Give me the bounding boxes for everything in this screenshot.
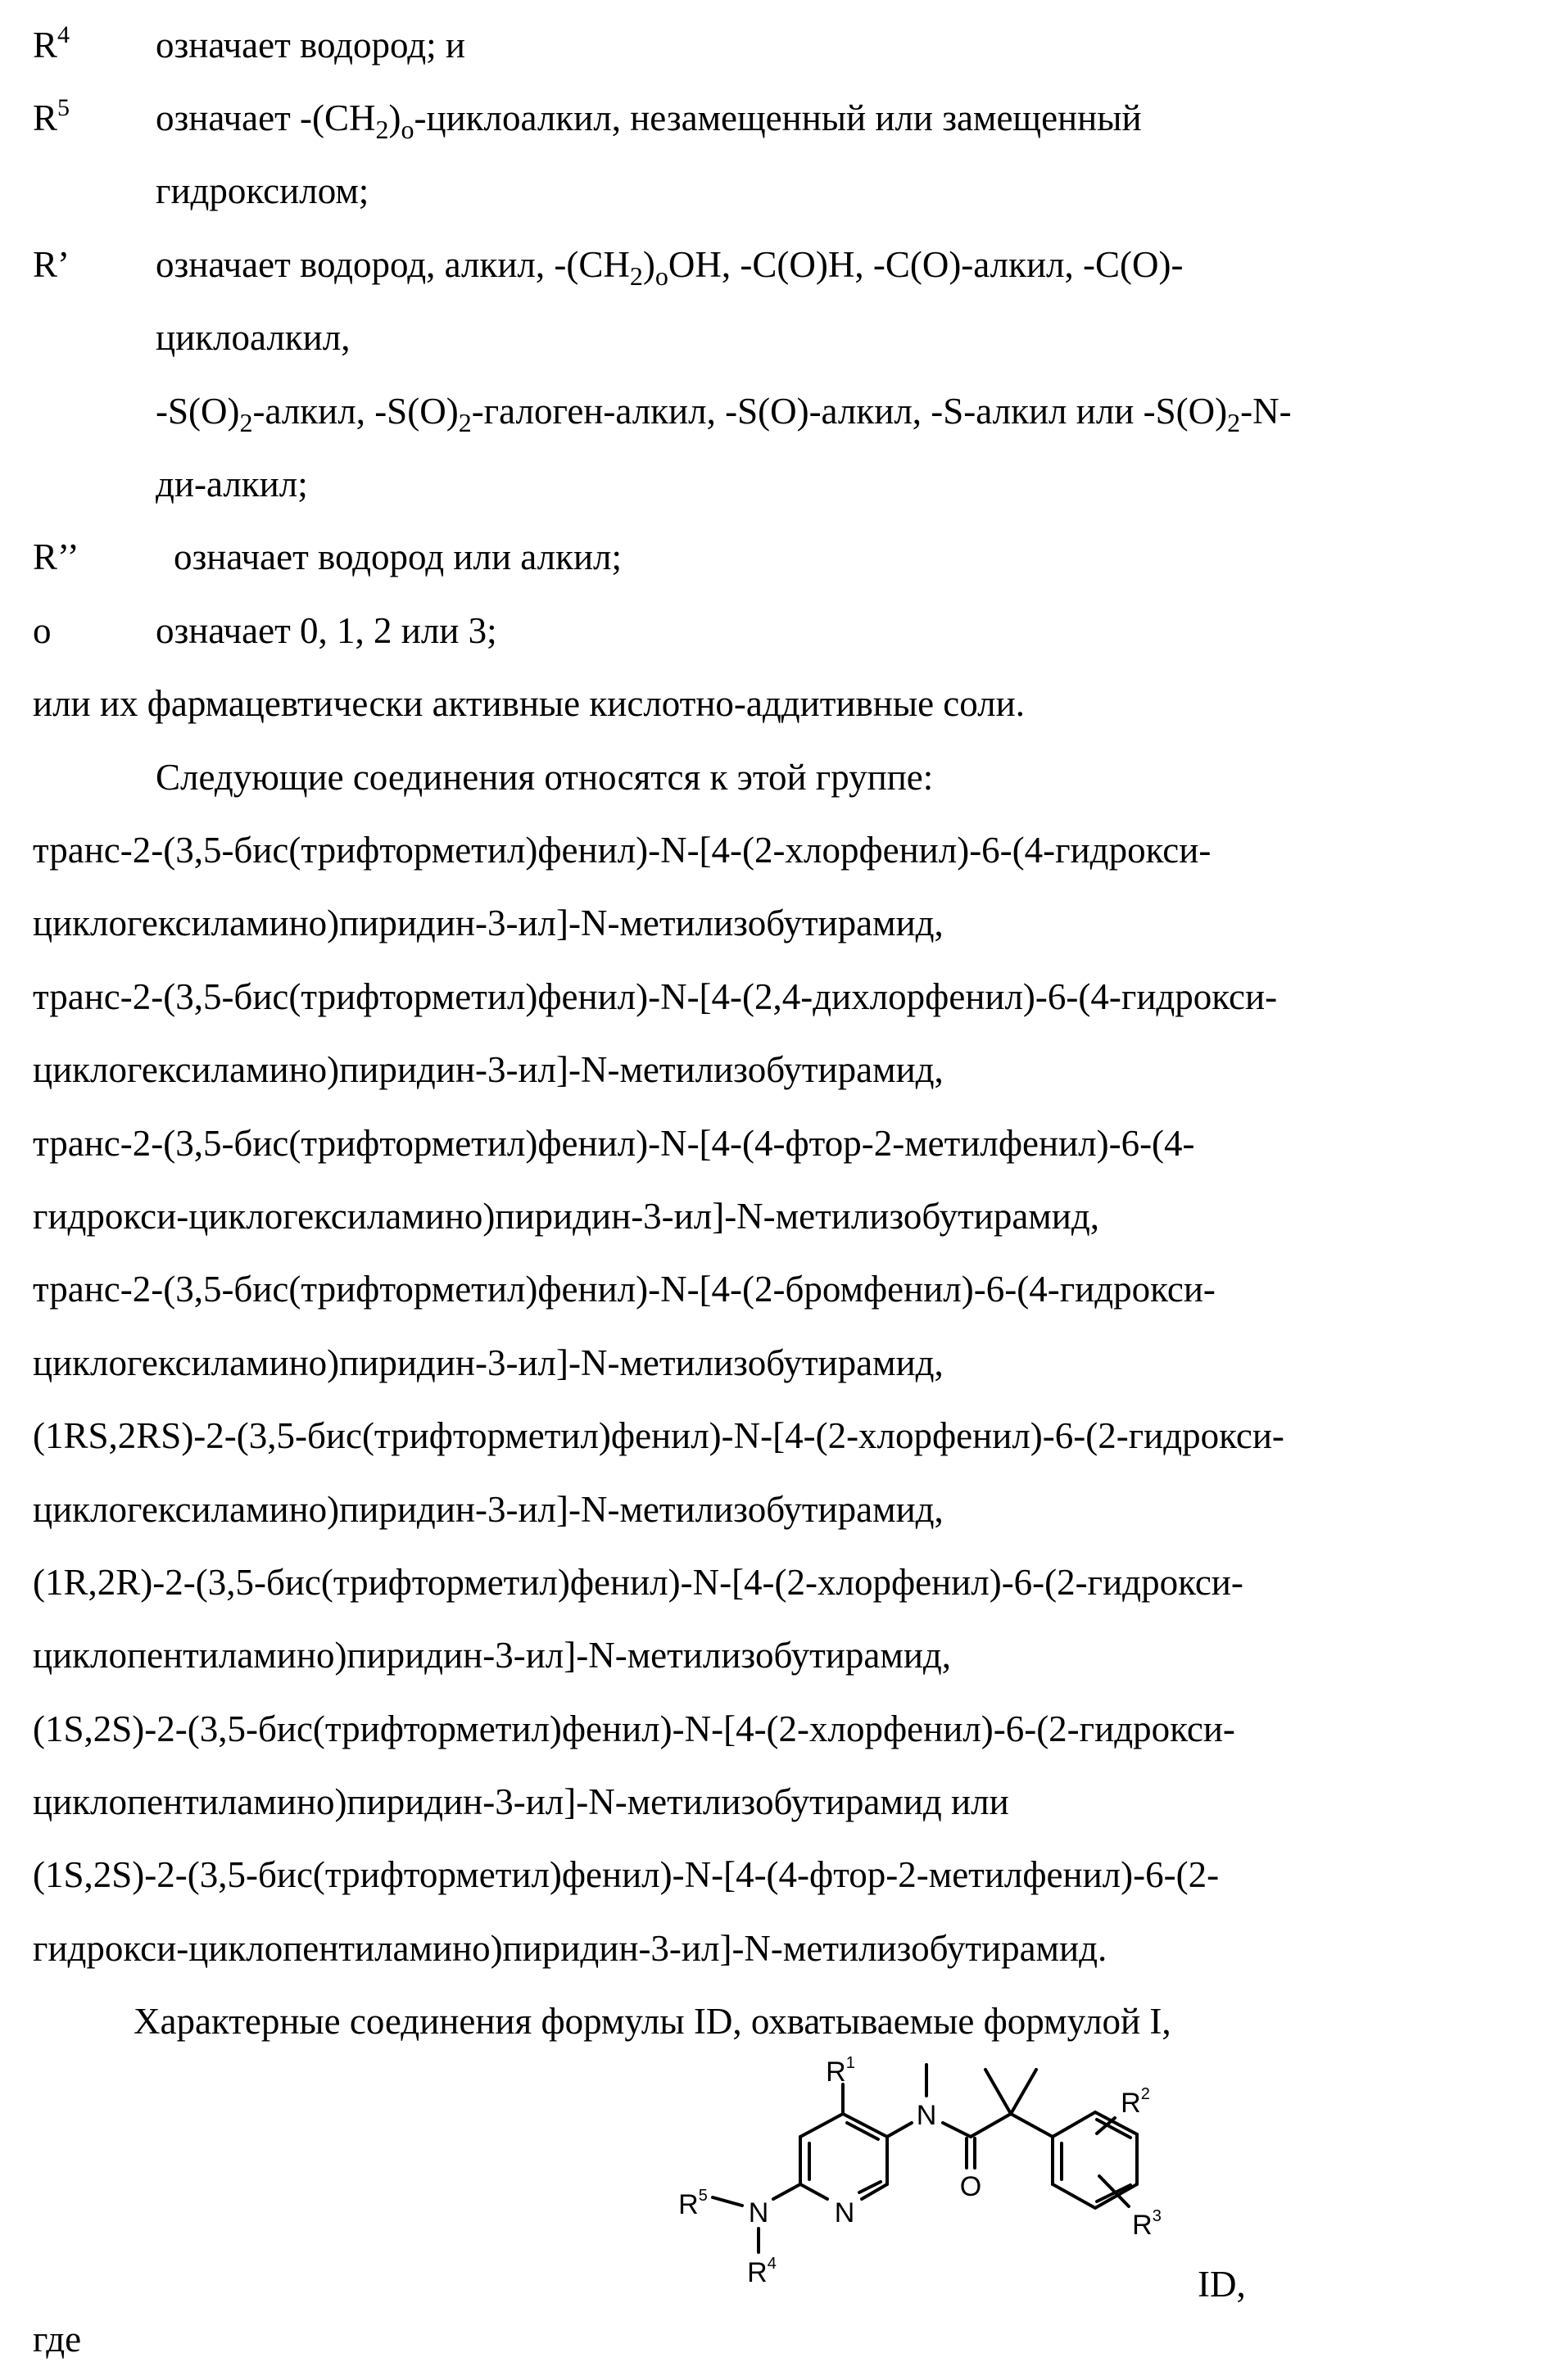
bond — [943, 2123, 971, 2137]
atom-N-pyridine: N — [835, 2197, 855, 2228]
text-segment: R — [33, 25, 57, 66]
text-segment: циклопентиламино)пиридин-3-ил]-N-метилизобутирамид, — [33, 1635, 951, 1676]
text-segment: циклогексиламино)пиридин-3-ил]-N-метилизобутирамид, — [33, 1342, 944, 1383]
chemical-structure-ID — [0, 0, 1549, 2380]
text-segment: циклогексиламино)пиридин-3-ил]-N-метилизобутирамид, — [33, 903, 944, 943]
atom-N-amine: N — [749, 2197, 769, 2228]
superscript: 4 — [57, 21, 70, 48]
text-segment: -N- — [1240, 391, 1291, 432]
subscript: o — [655, 261, 668, 291]
text-segment: означает водород или алкил; — [174, 536, 622, 577]
text-segment: Характерные соединения формулы ID, охватываемые формулой I, — [134, 2001, 1171, 2042]
atom-R4: R4 — [747, 2255, 777, 2288]
text-segment: означает -(CH — [156, 97, 376, 138]
text-segment: означает водород; и — [156, 25, 465, 66]
text-segment: транс-2-(3,5-бис(трифторметил)фенил)-N-[4-(2,4-дихлорфенил)-6-(4-гидрокси- — [33, 976, 1277, 1017]
bond — [887, 2123, 912, 2137]
bond — [773, 2184, 800, 2199]
subscript: 2 — [1227, 408, 1240, 437]
text-segment: R’’ — [33, 536, 79, 577]
text-segment: гидрокси-циклогексиламино)пиридин-3-ил]-N-метилизобутирамид, — [33, 1196, 1099, 1237]
text-segment: означает водород, алкил, -(CH — [156, 244, 630, 285]
atom-N-amide: N — [917, 2100, 937, 2131]
bond — [971, 2114, 1011, 2137]
text-segment: ди-алкил; — [156, 464, 308, 505]
text-segment: (1S,2S)-2-(3,5-бис(трифторметил)фенил)-N-[4-(2-хлорфенил)-6-(2-гидрокси- — [33, 1708, 1235, 1749]
text-segment: означает 0, 1, 2 или 3; — [156, 610, 497, 651]
atom-R5: R5 — [678, 2187, 708, 2220]
text-segment: OH, -C(O)H, -C(O)-алкил, -C(O)- — [668, 244, 1184, 285]
formula-label: ID, — [1198, 2264, 1246, 2305]
text-segment: или их фармацевтически активные кислотно-аддитивные соли. — [33, 683, 1025, 724]
text-segment: Следующие соединения относятся к этой группе: — [156, 757, 933, 798]
benzene-ring — [1053, 2112, 1137, 2208]
bonds — [713, 2065, 1137, 2252]
subscript: 2 — [459, 408, 472, 437]
superscript: 5 — [57, 94, 70, 121]
text-segment: R’ — [33, 244, 70, 285]
text-segment: транс-2-(3,5-бис(трифторметил)фенил)-N-[4-(2-хлорфенил)-6-(4-гидрокси- — [33, 830, 1211, 871]
bond — [800, 2184, 827, 2199]
text-segment: R — [33, 97, 57, 138]
text-segment: гидрокси-циклопентиламино)пиридин-3-ил]-N-метилизобутирамид. — [33, 1928, 1107, 1969]
text-segment: циклопентиламино)пиридин-3-ил]-N-метилизобутирамид или — [33, 1781, 1009, 1822]
text-segment: транс-2-(3,5-бис(трифторметил)фенил)-N-[4-(4-фтор-2-метилфенил)-6-(4- — [33, 1123, 1195, 1164]
atom-O: O — [960, 2171, 981, 2202]
text-segment: -галоген-алкил, -S(O)-алкил, -S-алкил или -S(O) — [472, 391, 1227, 432]
bond — [1011, 2070, 1036, 2114]
text-segment: ) — [389, 97, 401, 138]
text-segment: циклогексиламино)пиридин-3-ил]-N-метилизобутирамид, — [33, 1049, 944, 1090]
text-segment: -S(O) — [156, 391, 239, 432]
text-segment: o — [33, 610, 52, 651]
text-segment: (1RS,2RS)-2-(3,5-бис(трифторметил)фенил)-N-[4-(2-хлорфенил)-6-(2-гидрокси- — [33, 1415, 1284, 1456]
text-segment: -алкил, -S(O) — [252, 391, 458, 432]
atom-R2: R2 — [1121, 2085, 1150, 2119]
text-segment: ) — [643, 244, 655, 285]
subscript: o — [401, 115, 414, 144]
bond — [985, 2070, 1011, 2114]
text-segment: -циклоалкил, незамещенный или замещенный — [414, 97, 1142, 138]
text-segment: транс-2-(3,5-бис(трифторметил)фенил)-N-[4-(2-бромфенил)-6-(4-гидрокси- — [33, 1269, 1216, 1310]
text-segment: (1S,2S)-2-(3,5-бис(трифторметил)фенил)-N-[4-(4-фтор-2-метилфенил)-6-(2- — [33, 1854, 1219, 1895]
subscript: 2 — [630, 261, 643, 291]
text-segment: циклогексиламино)пиридин-3-ил]-N-метилизобутирамид, — [33, 1489, 944, 1530]
text-segment: циклоалкил, — [156, 317, 350, 358]
where-label: где — [33, 2318, 81, 2360]
atom-R1: R1 — [826, 2054, 855, 2088]
bond — [800, 2114, 843, 2137]
bond — [1011, 2114, 1053, 2137]
text-segment: (1R,2R)-2-(3,5-бис(трифторметил)фенил)-N-[4-(2-хлорфенил)-6-(2-гидрокси- — [33, 1562, 1243, 1603]
subscript: 2 — [376, 115, 389, 144]
atom-R3: R3 — [1132, 2207, 1162, 2241]
bond — [713, 2197, 742, 2206]
subscript: 2 — [239, 408, 252, 437]
text-segment: гидроксилом; — [156, 170, 369, 211]
